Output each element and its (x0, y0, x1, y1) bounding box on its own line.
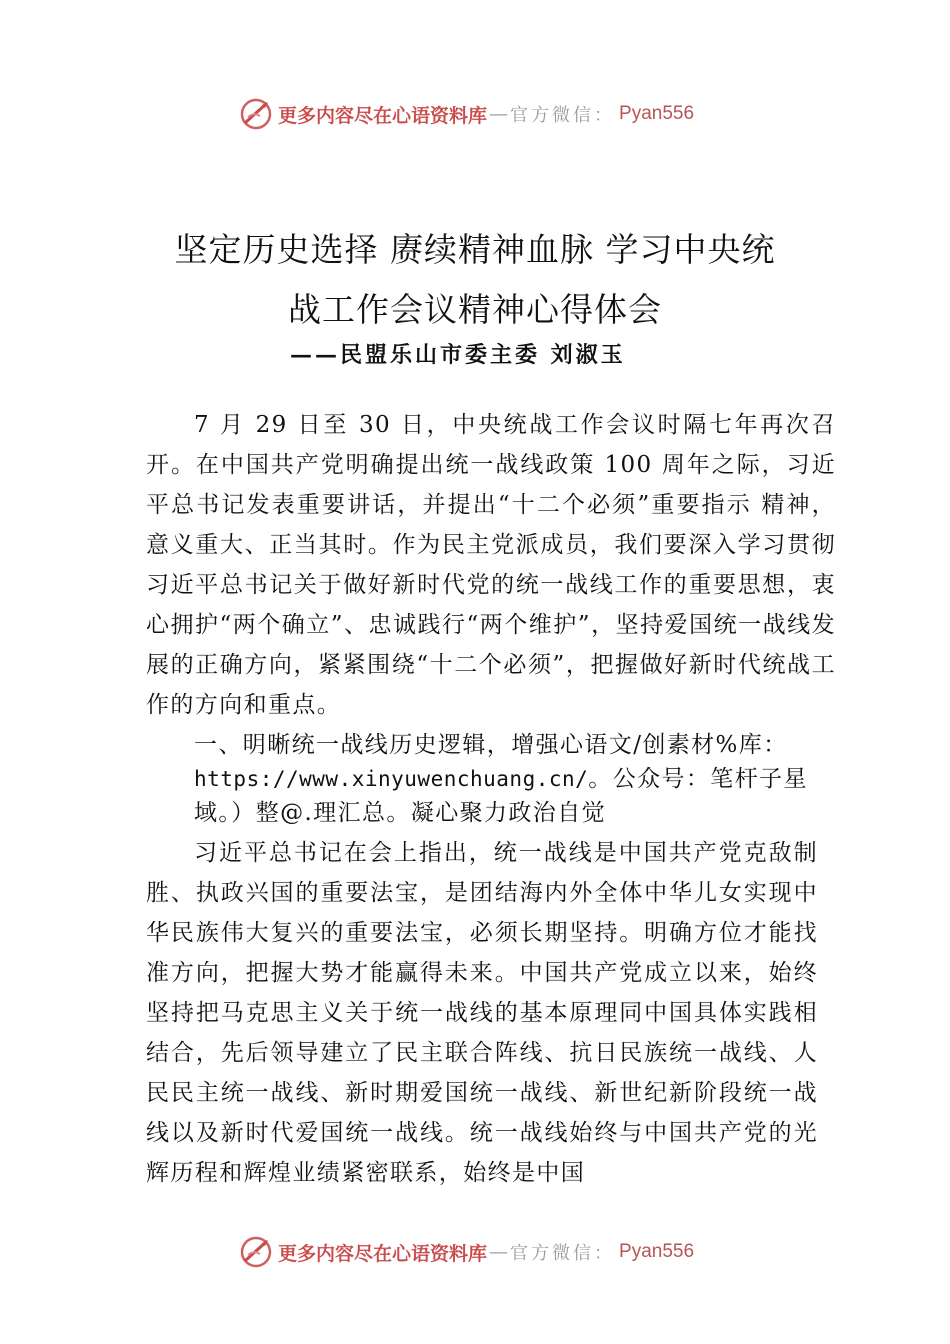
document-title-line-2: 战工作会议精神心得体会 (288, 290, 662, 329)
footer-separator: — (489, 1241, 509, 1263)
section-heading (194, 728, 824, 830)
section-heading-part-1: 一、明晰统一战线历史逻辑，增强心语文/创素材%库： (194, 732, 788, 758)
footer-wechat-label: 官方微信： (510, 1243, 616, 1264)
footer-watermark-banner (238, 1234, 738, 1270)
header-watermark-banner (238, 96, 738, 132)
document-title-line-1: 坚定历史选择 赓续精神血脉 学习中央统 (174, 230, 776, 269)
body-paragraph-2: 习近平总书记在会上指出，统一战线是中国共产党克敌制胜、执政兴国的重要法宝，是团结海内外全体中华儿女实现中华民族伟大复兴的重要法宝，必须长期坚持。明确方位才能找准方向，把握大势才能赢得未来。中国共产党成立以来，始终坚持把马克思主义关于统一战线的基本原理同中国具体实践相结合，先后领导建立了民主联合阵线、抗日民族统一战线、人民民主统一战线、新时期爱国统一战线、新世纪新阶段统一战线以及新时代爱国统一战线。统一战线始终与中国共产党的光辉历程和辉煌业绩紧密联系，始终是中国 (146, 840, 818, 1186)
pen-seal-logo-icon (238, 1234, 274, 1270)
author-line: ——民盟乐山市委主委 刘淑玉 (290, 342, 626, 368)
section-heading-part-2: 。公众号：笔杆子星域。）整@.理汇总。凝心聚力政治自觉 (194, 766, 808, 826)
section-heading-url: https://www.xinyuwenchuang.cn/ (194, 767, 589, 791)
pen-seal-logo-icon (238, 96, 274, 132)
footer-site-text: 更多内容尽在心语资料库 (278, 1242, 488, 1265)
banner-wechat-id: Pyan556 (619, 103, 695, 124)
banner-site-text: 更多内容尽在心语资料库 (278, 104, 488, 127)
body-paragraph-1: 7 月 29 日至 30 日，中央统战工作会议时隔七年再次召开。在中国共产党明确提出统一战线政策 100 周年之际，习近平总书记发表重要讲话，并提出“十二个必须”重要指示 精神，意义重大、正当其时。作为民主党派成员，我们要深入学习贯彻习近平总书记关于做好新时代党的统一战线工作的重要思想，衷心拥护“两个确立”、忠诚践行“两个维护”，坚持爱国统一战线发展的正确方向，紧紧围绕“十二个必须”，把握做好新时代统战工作的方向和重点。 (146, 412, 836, 718)
footer-wechat-id: Pyan556 (619, 1241, 695, 1262)
banner-wechat-label: 官方微信： (510, 105, 616, 126)
banner-separator: — (489, 103, 509, 125)
